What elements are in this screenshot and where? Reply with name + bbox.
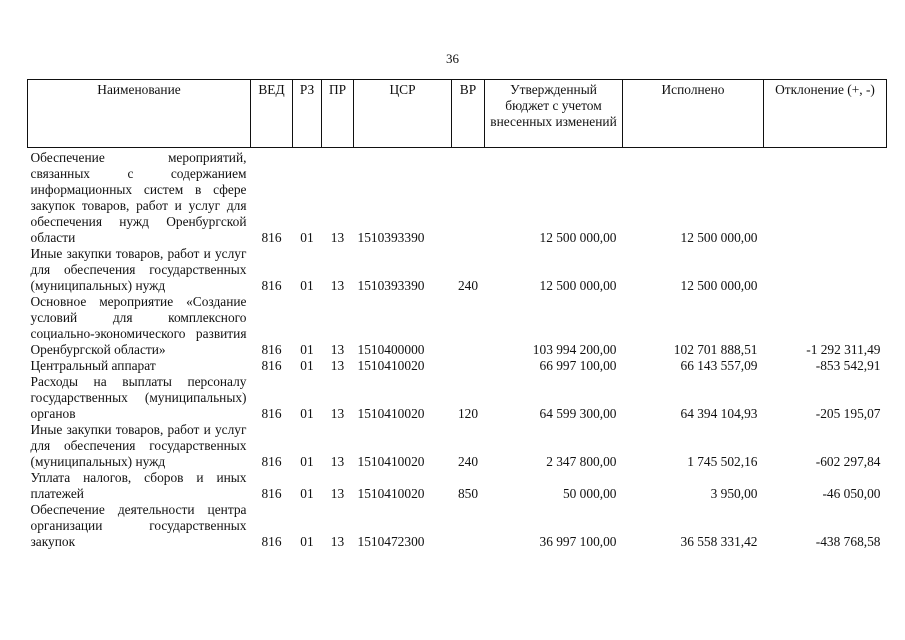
header-rz: РЗ bbox=[293, 80, 322, 148]
header-approved: Утвержденный бюджет с учетом внесенных изменений bbox=[485, 80, 623, 148]
row-ved: 816 bbox=[261, 230, 282, 245]
row-vr bbox=[452, 148, 485, 247]
row-executed: 64 394 104,93 bbox=[680, 406, 758, 421]
row-csr: 1510410020 bbox=[357, 406, 425, 421]
row-csr: 1510410020 bbox=[357, 486, 425, 501]
row-vr bbox=[452, 358, 485, 374]
row-rz: 01 bbox=[300, 278, 314, 293]
row-deviation: -853 542,91 bbox=[815, 358, 881, 373]
row-executed: 102 701 888,51 bbox=[673, 342, 758, 357]
budget-execution-table bbox=[27, 79, 887, 550]
row-name: Основное мероприятие «Создание условий для комплексного социально-экономического развития Оренбургской области» bbox=[30, 294, 247, 357]
table-row bbox=[28, 502, 887, 550]
row-name: Центральный аппарат bbox=[30, 358, 156, 373]
row-approved: 50 000,00 bbox=[562, 486, 617, 501]
row-approved: 103 994 200,00 bbox=[532, 342, 617, 357]
row-pr: 13 bbox=[330, 342, 345, 357]
row-vr: 120 bbox=[457, 406, 479, 421]
row-deviation: -1 292 311,49 bbox=[806, 342, 881, 357]
row-rz: 01 bbox=[300, 358, 314, 373]
row-deviation: -602 297,84 bbox=[815, 454, 881, 469]
row-csr: 1510400000 bbox=[357, 342, 425, 357]
row-vr: 850 bbox=[457, 486, 479, 501]
row-name: Расходы на выплаты персоналу государственных (муниципальных) органов bbox=[30, 374, 247, 421]
row-executed: 12 500 000,00 bbox=[680, 230, 758, 245]
row-executed: 3 950,00 bbox=[710, 486, 758, 501]
header-executed: Исполнено bbox=[623, 80, 764, 148]
table-row bbox=[28, 294, 887, 358]
row-ved: 816 bbox=[261, 406, 282, 421]
row-rz: 01 bbox=[300, 406, 314, 421]
row-ved: 816 bbox=[261, 358, 282, 373]
row-executed: 66 143 557,09 bbox=[680, 358, 758, 373]
row-ved: 816 bbox=[261, 342, 282, 357]
table-row bbox=[28, 422, 887, 470]
row-executed: 36 558 331,42 bbox=[680, 534, 758, 549]
row-name: Иные закупки товаров, работ и услуг для обеспечения государственных (муниципальных) нужд bbox=[30, 246, 247, 293]
row-deviation bbox=[764, 246, 887, 294]
row-approved: 12 500 000,00 bbox=[539, 230, 617, 245]
row-csr: 1510393390 bbox=[357, 230, 425, 245]
row-csr: 1510410020 bbox=[357, 454, 425, 469]
row-deviation: -438 768,58 bbox=[815, 534, 881, 549]
row-vr bbox=[452, 502, 485, 550]
table-header-row bbox=[28, 80, 887, 148]
row-csr: 1510410020 bbox=[357, 358, 425, 373]
row-deviation bbox=[764, 148, 887, 247]
row-ved: 816 bbox=[261, 278, 282, 293]
row-approved: 36 997 100,00 bbox=[539, 534, 617, 549]
row-name: Обеспечение мероприятий, связанных с содержанием информационных систем в сфере закупок товаров, работ и услуг для обеспечения нужд Оренбургской области bbox=[30, 150, 247, 245]
row-vr: 240 bbox=[457, 278, 479, 293]
row-pr: 13 bbox=[330, 230, 345, 245]
row-name: Обеспечение деятельности центра организации государственных закупок bbox=[30, 502, 247, 549]
row-executed: 12 500 000,00 bbox=[680, 278, 758, 293]
row-pr: 13 bbox=[330, 406, 345, 421]
row-deviation: -46 050,00 bbox=[822, 486, 881, 501]
header-name: Наименование bbox=[28, 80, 251, 148]
header-pr: ПР bbox=[322, 80, 354, 148]
header-deviation: Отклонение (+, -) bbox=[764, 80, 887, 148]
row-approved: 66 997 100,00 bbox=[539, 358, 617, 373]
row-rz: 01 bbox=[300, 534, 314, 549]
row-rz: 01 bbox=[300, 342, 314, 357]
row-ved: 816 bbox=[261, 534, 282, 549]
row-approved: 2 347 800,00 bbox=[546, 454, 617, 469]
row-csr: 1510393390 bbox=[357, 278, 425, 293]
header-vr: ВР bbox=[452, 80, 485, 148]
table-row bbox=[28, 470, 887, 502]
row-name: Уплата налогов, сборов и иных платежей bbox=[30, 470, 247, 501]
table-row bbox=[28, 358, 887, 374]
row-pr: 13 bbox=[330, 486, 345, 501]
row-rz: 01 bbox=[300, 230, 314, 245]
header-ved: ВЕД bbox=[251, 80, 293, 148]
row-approved: 64 599 300,00 bbox=[539, 406, 617, 421]
row-ved: 816 bbox=[261, 486, 282, 501]
row-rz: 01 bbox=[300, 454, 314, 469]
row-approved: 12 500 000,00 bbox=[539, 278, 617, 293]
row-ved: 816 bbox=[261, 454, 282, 469]
table-row bbox=[28, 374, 887, 422]
row-vr: 240 bbox=[457, 454, 479, 469]
row-pr: 13 bbox=[330, 454, 345, 469]
table-row bbox=[28, 246, 887, 294]
row-executed: 1 745 502,16 bbox=[687, 454, 758, 469]
row-pr: 13 bbox=[330, 534, 345, 549]
page-number: 36 bbox=[446, 51, 459, 66]
row-deviation: -205 195,07 bbox=[815, 406, 881, 421]
row-pr: 13 bbox=[330, 278, 345, 293]
row-vr bbox=[452, 294, 485, 358]
row-rz: 01 bbox=[300, 486, 314, 501]
row-csr: 1510472300 bbox=[357, 534, 425, 549]
table-row bbox=[28, 148, 887, 247]
row-pr: 13 bbox=[330, 358, 345, 373]
header-csr: ЦСР bbox=[354, 80, 452, 148]
row-name: Иные закупки товаров, работ и услуг для обеспечения государственных (муниципальных) нужд bbox=[30, 422, 247, 469]
